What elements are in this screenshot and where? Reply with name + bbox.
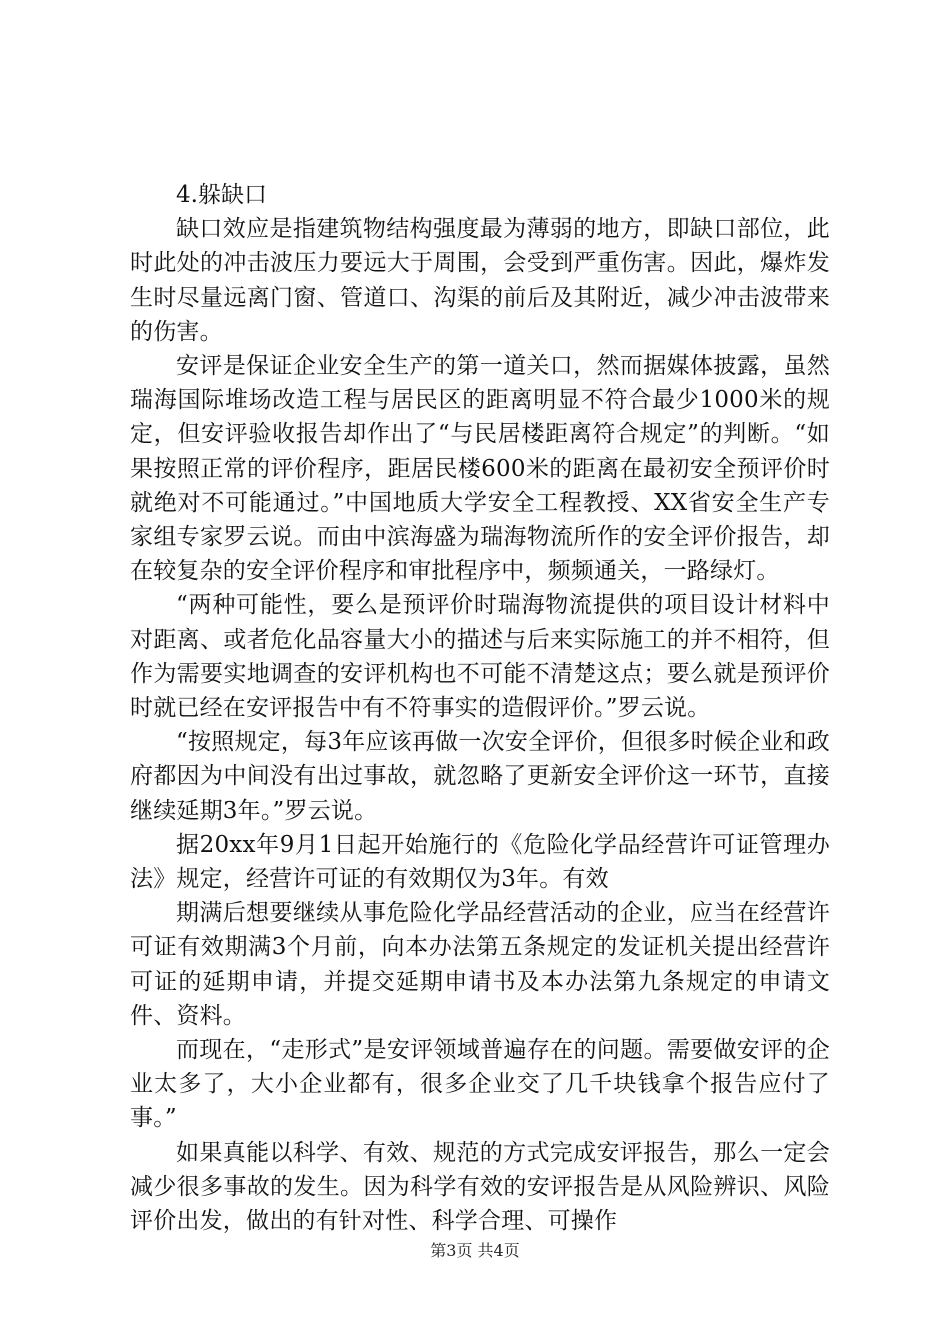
document-body — [130, 178, 830, 1238]
paragraph: 如果真能以科学、有效、规范的方式完成安评报告，那么一定会减少很多事故的发生。因为科学有效的安评报告是从风险辨识、风险评价出发，做出的有针对性、科学合理、可操作 — [130, 1139, 830, 1235]
paragraph: “按照规定，每3年应该再做一次安全评价，但很多时候企业和政府都因为中间没有出过事故，就忽略了更新安全评价这一环节，直接继续延期3年。”罗云说。 — [130, 729, 830, 824]
paragraph: “两种可能性，要么是预评价时瑞海物流提供的项目设计材料中对距离、或者危化品容量大小的描述与后来实际施工的并不相符，但作为需要实地调查的安评机构也不可能不清楚这点；要么就是预评价时就已经在安评报告中有不符事实的造假评价。”罗云说。 — [130, 592, 830, 722]
paragraph: 而现在，“走形式”是安评领域普遍存在的问题。需要做安评的企业太多了，大小企业都有，很多企业交了几千块钱拿个报告应付了事。” — [130, 1037, 830, 1132]
paragraph: 据20xx年9月1日起开始施行的《危险化学品经营许可证管理办法》规定，经营许可证的有效期仅为3年。有效 — [130, 831, 830, 893]
section-heading: 4.躲缺口 — [176, 182, 267, 208]
paragraph: 缺口效应是指建筑物结构强度最为薄弱的地方，即缺口部位，此时此处的冲击波压力要远大于周围，会受到严重伤害。因此，爆炸发生时尽量远离门窗、管道口、沟渠的前后及其附近，减少冲击波带来的伤害。 — [130, 216, 830, 345]
paragraph: 安评是保证企业安全生产的第一道关口，然而据媒体披露，虽然瑞海国际堆场改造工程与居民区的距离明显不符合最少1000米的规定，但安评验收报告却作出了“与民居楼距离符合规定”的判断。“如果按照正常的评价程序，距居民楼600米的距离在最初安全预评价时就绝对不可能通过。”中国地质大学安全工程教授、XX省安全生产专家组专家罗云说。而由中滨海盛为瑞海物流所作的安全评价报告，却在较复杂的安全评价程序和审批程序中，频频通关，一路绿灯。 — [130, 353, 830, 585]
page-number-footer: 第3页 共4页 — [430, 1241, 520, 1260]
paragraph: 期满后想要继续从事危险化学品经营活动的企业，应当在经营许可证有效期满3个月前，向本办法第五条规定的发证机关提出经营许可证的延期申请，并提交延期申请书及本办法第九条规定的申请文件、资料。 — [130, 900, 830, 1029]
